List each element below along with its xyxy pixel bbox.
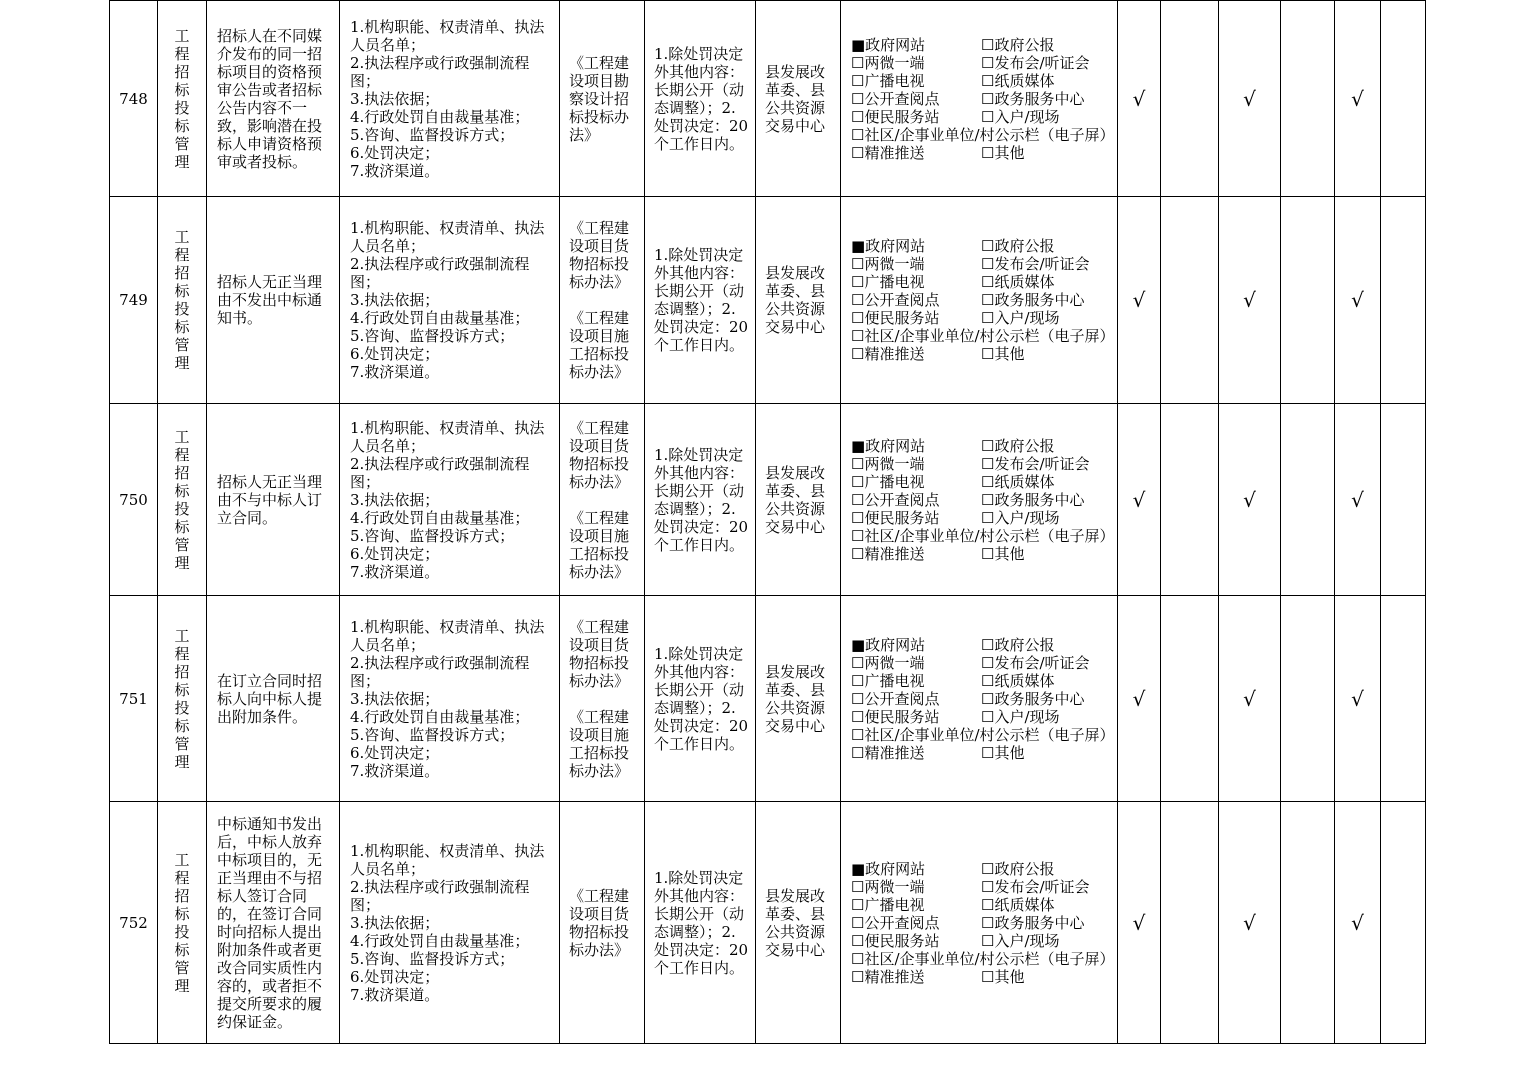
channel-option: ☐精准推送 <box>851 345 925 363</box>
row-description <box>207 596 340 802</box>
row-description <box>207 802 340 1044</box>
check-mark <box>1281 802 1335 1044</box>
channel-option: ☐广播电视 <box>851 273 925 291</box>
items-text: 4.行政处罚自由裁量基准； <box>350 107 530 126</box>
channel-option: ☐公开查阅点 <box>851 490 940 509</box>
law-spacer <box>569 491 638 509</box>
org-text: 县发展改革委、县公共资源交易中心 <box>765 886 826 959</box>
law-spacer <box>569 291 638 309</box>
check-mark <box>1381 802 1426 1044</box>
row-description <box>207 197 340 404</box>
channel-option: ☐社区/企事业单位/村公示栏（电子屏） <box>851 526 1115 545</box>
description-text: 在订立合同时招标人向中标人提出附加条件。 <box>217 671 323 726</box>
check-mark <box>1161 197 1219 404</box>
check-mark <box>1381 596 1426 802</box>
law-title: 《工程建设项目施工招标投标办法》 <box>569 309 630 381</box>
id-text: 751 <box>119 689 148 708</box>
channel-option: ☐入户/现场 <box>981 309 1060 327</box>
marks-text: √ <box>1351 686 1364 711</box>
law-title: 《工程建设项目货物招标投标办法》 <box>569 886 630 959</box>
row-legal-basis <box>560 802 645 1044</box>
law-title: 《工程建设项目施工招标投标办法》 <box>569 508 630 581</box>
channel-option: ☐公开查阅点 <box>851 89 940 108</box>
org-text: 县发展改革委、县公共资源交易中心 <box>765 264 826 336</box>
channel-option: ☐纸质媒体 <box>981 472 1055 491</box>
channel-option: ☐便民服务站 <box>851 931 940 950</box>
channel-option: ☐发布会/听证会 <box>981 877 1090 896</box>
items-text: 4.行政处罚自由裁量基准； <box>350 707 530 726</box>
channel-option: ☐公开查阅点 <box>851 689 940 708</box>
row-channels <box>841 197 1118 404</box>
law-title: 《工程建设项目货物招标投标办法》 <box>569 617 630 690</box>
row-category <box>158 404 207 596</box>
channel-option: ☐纸质媒体 <box>981 273 1055 291</box>
channel-option: ☐政务服务中心 <box>981 490 1085 509</box>
channel-option: ☐发布会/听证会 <box>981 53 1090 72</box>
items-text: 3.执法依据； <box>350 291 440 309</box>
channel-option: ☐政务服务中心 <box>981 89 1085 108</box>
table-row <box>110 1 1426 197</box>
channel-option: ☐广播电视 <box>851 472 925 491</box>
items-text: 6.处罚决定； <box>350 345 440 363</box>
row-organization <box>756 596 841 802</box>
channel-option: ☐其他 <box>981 743 1025 762</box>
channel-option: ☐便民服务站 <box>851 508 940 527</box>
row-legal-basis <box>560 596 645 802</box>
marks-text: √ <box>1132 288 1146 312</box>
id-text: 749 <box>119 291 148 309</box>
channel-option: ☐精准推送 <box>851 544 925 563</box>
channel-option: ☐便民服务站 <box>851 707 940 726</box>
channel-option: ☐其他 <box>981 345 1025 363</box>
channel-option: ■政府网站 <box>851 436 926 455</box>
row-channels <box>841 802 1118 1044</box>
marks-text: √ <box>1351 910 1364 935</box>
items-text: 6.处罚决定； <box>350 544 440 563</box>
row-channels <box>841 404 1118 596</box>
category-text: 工程招标投标管理 <box>174 427 190 572</box>
check-mark <box>1281 596 1335 802</box>
row-legal-basis <box>560 1 645 197</box>
check-mark <box>1118 596 1161 802</box>
description-text: 招标人无正当理由不与中标人订立合同。 <box>217 472 323 527</box>
check-mark <box>1219 404 1281 596</box>
table-row <box>110 197 1426 404</box>
items-text: 5.咨询、监督投诉方式； <box>350 725 515 744</box>
marks-text: √ <box>1243 686 1256 711</box>
marks-text: √ <box>1243 910 1256 935</box>
check-mark <box>1161 802 1219 1044</box>
row-disclosure-items <box>340 404 560 596</box>
channel-option: ☐公开查阅点 <box>851 913 940 932</box>
items-text: 6.处罚决定； <box>350 967 440 986</box>
channel-option: ☐入户/现场 <box>981 508 1060 527</box>
items-text: 6.处罚决定； <box>350 143 440 162</box>
channel-option: ☐精准推送 <box>851 967 925 986</box>
check-mark <box>1335 596 1381 802</box>
channel-option: ■政府网站 <box>851 635 926 654</box>
channel-option: ☐广播电视 <box>851 671 925 690</box>
check-mark <box>1219 197 1281 404</box>
marks-text: √ <box>1243 288 1256 312</box>
table-row <box>110 596 1426 802</box>
check-mark <box>1161 1 1219 197</box>
row-category <box>158 596 207 802</box>
check-mark <box>1381 1 1426 197</box>
items-text: 5.咨询、监督投诉方式； <box>350 949 515 968</box>
org-text: 县发展改革委、县公共资源交易中心 <box>765 62 826 135</box>
channel-option: ☐入户/现场 <box>981 707 1060 726</box>
row-timeline <box>645 802 756 1044</box>
channel-option: ☐两微一端 <box>851 877 925 896</box>
channel-option: ☐两微一端 <box>851 53 925 72</box>
items-text: 6.处罚决定； <box>350 743 440 762</box>
org-text: 县发展改革委、县公共资源交易中心 <box>765 662 826 735</box>
items-text: 2.执法程序或行政强制流程图； <box>350 454 530 491</box>
check-mark <box>1381 404 1426 596</box>
timeline-text: 1.除处罚决定外其他内容：长期公开（动态调整）；2.处罚决定：20个工作日内。 <box>654 246 749 354</box>
channel-option: ■政府网站 <box>851 237 926 255</box>
items-text: 1.机构职能、权责清单、执法人员名单； <box>350 841 545 878</box>
items-text: 1.机构职能、权责清单、执法人员名单； <box>350 219 545 255</box>
channel-option: ☐发布会/听证会 <box>981 454 1090 473</box>
channel-option: ☐政府公报 <box>981 35 1055 54</box>
channel-option: ☐社区/企事业单位/村公示栏（电子屏） <box>851 125 1115 144</box>
channel-option: ☐纸质媒体 <box>981 71 1055 90</box>
marks-text: √ <box>1351 86 1364 111</box>
channel-option: ☐两微一端 <box>851 454 925 473</box>
check-mark <box>1118 404 1161 596</box>
check-mark <box>1219 596 1281 802</box>
marks-text: √ <box>1132 86 1146 111</box>
channel-option: ☐政务服务中心 <box>981 913 1085 932</box>
items-text: 4.行政处罚自由裁量基准； <box>350 309 530 327</box>
row-disclosure-items <box>340 802 560 1044</box>
channel-option: ☐入户/现场 <box>981 107 1060 126</box>
check-mark <box>1118 197 1161 404</box>
law-title: 《工程建设项目货物招标投标办法》 <box>569 418 630 491</box>
channel-option: ☐其他 <box>981 143 1025 162</box>
check-mark <box>1335 802 1381 1044</box>
check-mark <box>1381 197 1426 404</box>
timeline-text: 1.除处罚决定外其他内容：长期公开（动态调整）；2.处罚决定：20个工作日内。 <box>654 445 749 554</box>
description-text: 中标通知书发出后，中标人放弃中标项目的，无正当理由不与招标人签订合同的，在签订合同时向招标人提出附加条件或者更改合同实质性内容的，或者拒不提交所要求的履约保证金。 <box>217 814 323 1031</box>
items-text: 2.执法程序或行政强制流程图； <box>350 877 530 914</box>
row-organization <box>756 197 841 404</box>
channel-option: ☐政务服务中心 <box>981 689 1085 708</box>
law-title: 《工程建设项目货物招标投标办法》 <box>569 219 630 291</box>
items-text: 1.机构职能、权责清单、执法人员名单； <box>350 418 545 455</box>
id-text: 750 <box>119 490 148 509</box>
check-mark <box>1335 1 1381 197</box>
channel-option: ☐其他 <box>981 544 1025 563</box>
items-text: 3.执法依据； <box>350 689 440 708</box>
channel-option: ☐政府公报 <box>981 859 1055 878</box>
row-channels <box>841 1 1118 197</box>
channel-option: ☐其他 <box>981 967 1025 986</box>
channel-option: ☐精准推送 <box>851 743 925 762</box>
row-id <box>110 596 158 802</box>
items-text: 2.执法程序或行政强制流程图； <box>350 53 530 90</box>
table-row <box>110 802 1426 1044</box>
channel-option: ☐社区/企事业单位/村公示栏（电子屏） <box>851 327 1115 345</box>
row-disclosure-items <box>340 596 560 802</box>
items-text: 7.救济渠道。 <box>350 161 440 180</box>
timeline-text: 1.除处罚决定外其他内容：长期公开（动态调整）；2.处罚决定：20个工作日内。 <box>654 644 749 753</box>
check-mark <box>1219 802 1281 1044</box>
channel-option: ☐政府公报 <box>981 237 1055 255</box>
check-mark <box>1281 197 1335 404</box>
items-text: 4.行政处罚自由裁量基准； <box>350 931 530 950</box>
marks-text: √ <box>1243 487 1256 512</box>
category-text: 工程招标投标管理 <box>174 850 190 995</box>
id-text: 748 <box>119 89 148 108</box>
channel-option: ☐公开查阅点 <box>851 291 940 309</box>
row-channels <box>841 596 1118 802</box>
channel-option: ■政府网站 <box>851 35 926 54</box>
items-text: 2.执法程序或行政强制流程图； <box>350 255 530 291</box>
table-row <box>110 404 1426 596</box>
category-text: 工程招标投标管理 <box>174 626 190 771</box>
row-organization <box>756 802 841 1044</box>
disclosure-table <box>109 0 1426 1044</box>
row-id <box>110 197 158 404</box>
check-mark <box>1118 1 1161 197</box>
row-description <box>207 404 340 596</box>
description-text: 招标人无正当理由不发出中标通知书。 <box>217 273 323 327</box>
channel-option: ☐政务服务中心 <box>981 291 1085 309</box>
law-spacer <box>569 690 638 708</box>
row-id <box>110 1 158 197</box>
row-id <box>110 404 158 596</box>
org-text: 县发展改革委、县公共资源交易中心 <box>765 463 826 536</box>
check-mark <box>1118 802 1161 1044</box>
channel-option: ☐便民服务站 <box>851 309 940 327</box>
items-text: 5.咨询、监督投诉方式； <box>350 327 515 345</box>
items-text: 3.执法依据； <box>350 490 440 509</box>
row-id <box>110 802 158 1044</box>
channel-option: ☐精准推送 <box>851 143 925 162</box>
channel-option: ☐发布会/听证会 <box>981 255 1090 273</box>
law-title: 《工程建设项目勘察设计招标投标办法》 <box>569 53 630 144</box>
marks-text: √ <box>1351 487 1364 512</box>
items-text: 1.机构职能、权责清单、执法人员名单； <box>350 17 545 54</box>
row-organization <box>756 404 841 596</box>
check-mark <box>1161 404 1219 596</box>
row-organization <box>756 1 841 197</box>
category-text: 工程招标投标管理 <box>174 26 190 171</box>
marks-text: √ <box>1351 288 1364 312</box>
channel-option: ☐纸质媒体 <box>981 671 1055 690</box>
channel-option: ☐社区/企事业单位/村公示栏（电子屏） <box>851 725 1115 744</box>
timeline-text: 1.除处罚决定外其他内容：长期公开（动态调整）；2.处罚决定：20个工作日内。 <box>654 868 749 977</box>
marks-text: √ <box>1132 487 1146 512</box>
check-mark <box>1281 404 1335 596</box>
items-text: 7.救济渠道。 <box>350 985 440 1004</box>
row-category <box>158 197 207 404</box>
row-disclosure-items <box>340 197 560 404</box>
items-text: 7.救济渠道。 <box>350 562 440 581</box>
items-text: 3.执法依据； <box>350 89 440 108</box>
row-category <box>158 1 207 197</box>
items-text: 4.行政处罚自由裁量基准； <box>350 508 530 527</box>
row-timeline <box>645 1 756 197</box>
channel-option: ☐社区/企事业单位/村公示栏（电子屏） <box>851 949 1115 968</box>
row-disclosure-items <box>340 1 560 197</box>
items-text: 1.机构职能、权责清单、执法人员名单； <box>350 617 545 654</box>
channel-option: ☐发布会/听证会 <box>981 653 1090 672</box>
channel-option: ☐广播电视 <box>851 71 925 90</box>
marks-text: √ <box>1243 86 1256 111</box>
channel-option: ☐纸质媒体 <box>981 895 1055 914</box>
timeline-text: 1.除处罚决定外其他内容：长期公开（动态调整）；2.处罚决定：20个工作日内。 <box>654 44 749 153</box>
row-timeline <box>645 197 756 404</box>
items-text: 2.执法程序或行政强制流程图； <box>350 653 530 690</box>
row-timeline <box>645 596 756 802</box>
check-mark <box>1281 1 1335 197</box>
check-mark <box>1335 197 1381 404</box>
check-mark <box>1335 404 1381 596</box>
channel-option: ☐入户/现场 <box>981 931 1060 950</box>
check-mark <box>1219 1 1281 197</box>
channel-option: ■政府网站 <box>851 859 926 878</box>
items-text: 7.救济渠道。 <box>350 761 440 780</box>
row-description <box>207 1 340 197</box>
row-legal-basis <box>560 404 645 596</box>
check-mark <box>1161 596 1219 802</box>
description-text: 招标人在不同媒介发布的同一招标项目的资格预审公告或者招标公告内容不一致，影响潜在投标人申请资格预审或者投标。 <box>217 26 323 171</box>
marks-text: √ <box>1132 686 1146 711</box>
channel-option: ☐政府公报 <box>981 635 1055 654</box>
id-text: 752 <box>119 913 148 932</box>
channel-option: ☐广播电视 <box>851 895 925 914</box>
category-text: 工程招标投标管理 <box>174 228 190 372</box>
channel-option: ☐政府公报 <box>981 436 1055 455</box>
row-timeline <box>645 404 756 596</box>
items-text: 5.咨询、监督投诉方式； <box>350 125 515 144</box>
channel-option: ☐两微一端 <box>851 255 925 273</box>
items-text: 7.救济渠道。 <box>350 363 440 381</box>
channel-option: ☐便民服务站 <box>851 107 940 126</box>
items-text: 5.咨询、监督投诉方式； <box>350 526 515 545</box>
row-category <box>158 802 207 1044</box>
channel-option: ☐两微一端 <box>851 653 925 672</box>
law-title: 《工程建设项目施工招标投标办法》 <box>569 707 630 780</box>
marks-text: √ <box>1132 910 1146 935</box>
row-legal-basis <box>560 197 645 404</box>
items-text: 3.执法依据； <box>350 913 440 932</box>
